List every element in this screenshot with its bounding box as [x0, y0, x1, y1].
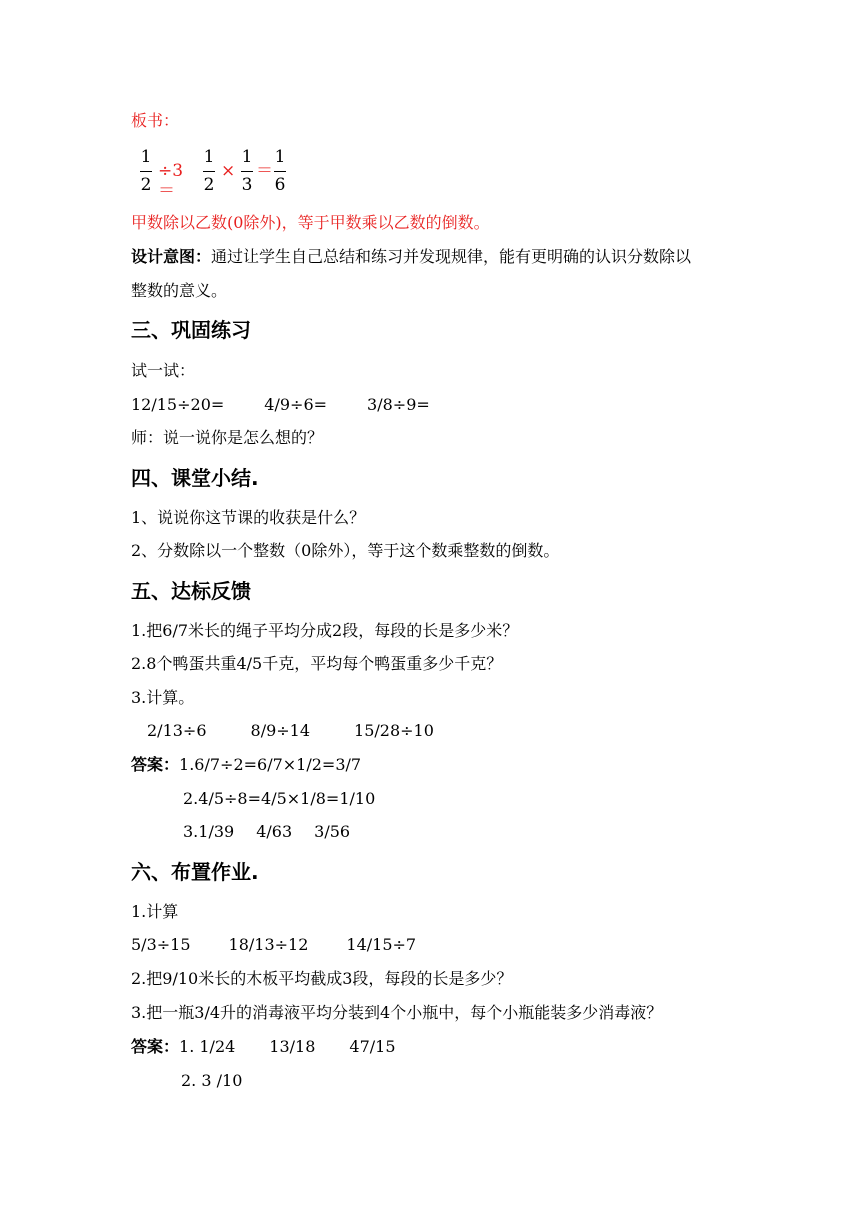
section-5-title: 五、达标反馈	[131, 579, 251, 603]
board-label: 板书：	[131, 111, 180, 130]
homework-calculations	[131, 935, 416, 955]
feedback-question-1: 1.把6/7米长的绳子平均分成2段，每段的长是多少米？	[131, 621, 519, 640]
section-3-title: 三、巩固练习	[131, 318, 251, 342]
try-label: 试一试：	[131, 361, 196, 380]
hw-calc-1: 5/3÷15	[131, 935, 191, 954]
feedback-question-3: 3.计算。	[131, 688, 195, 707]
section-6-title: 六、布置作业.	[131, 860, 259, 884]
hw-calc-3: 14/15÷7	[346, 935, 417, 954]
feedback-calculations	[147, 721, 434, 741]
hw-calc-2: 18/13÷12	[228, 935, 309, 954]
divide-by-three: ÷3＝	[158, 161, 184, 201]
answer-label-2: 答案：	[131, 1037, 180, 1056]
feedback-answer-1: 答案：1.6/7÷2=6/7×1/2=3/7	[131, 755, 362, 774]
feedback-question-2: 2.8个鸭蛋共重4/5千克，平均每个鸭蛋重多少千克？	[131, 654, 503, 673]
section-4-title: 四、课堂小结.	[131, 466, 259, 490]
homework-answer-1: 答案：1. 1/24 13/18 47/15	[131, 1037, 396, 1056]
problem-2: 4/9÷6=	[264, 395, 328, 414]
times-sign: ×	[221, 161, 236, 181]
homework-question-1: 1.计算	[131, 902, 179, 921]
document-page: 板书： 1 2 ÷3＝ 1 2 × 1 3 ＝ 1 6 甲数除以乙数(0除外)，等于甲数乘以乙数的倒数。 设计意图：通过让学生自己总结和练习并发现规律，能有更明确的认识分数除以 整数的意义。 三、巩固练习 试一试： 12/15÷20= 4/9÷6= 3/8÷9= 师：说一说你是怎么想的？ 四、课堂小结. 1、说说你这节课的收获是什么？ 2、分数除以一个整数（0除外），等于这个数乘整数的倒数。 五、达标反馈 1.把6/7米长的绳子平均分成2段，每段的长是多少米？ 2.8个鸭蛋共重4/5千克，平均每个鸭蛋重多少千克？ 3.计算。 2/13÷6 8/9÷14 15/28÷10 答案：1.6/7÷2=6/7×1/2=3/7 2.4/5÷8=4/5×1/8=1/10 3.1/39 4/63 3/56 六、布置作业. 1.计算 5/3÷15 18/13÷12 14/15÷7 2.把9/10米长的木板平均截成3段，每段的长是多少？ 3.把一瓶3/4升的消毒液平均分装到4个小瓶中，每个小瓶能装多少消毒液？ 答案：1. 1/24 13/18 47/15 2. 3 /10	[131, 111, 692, 1090]
homework-answer-2: 2. 3 /10	[181, 1071, 243, 1090]
design-intent-line2: 整数的意义。	[131, 281, 228, 300]
answer-label: 答案：	[131, 755, 180, 774]
feedback-answer-2: 2.4/5÷8=4/5×1/8=1/10	[183, 789, 376, 808]
equals-sign: ＝	[256, 161, 273, 181]
design-intent-line1: 设计意图：通过让学生自己总结和练习并发现规律，能有更明确的认识分数除以	[131, 247, 692, 266]
summary-item-1: 1、说说你这节课的收获是什么？	[131, 508, 366, 527]
problem-1: 12/15÷20=	[131, 395, 225, 414]
design-intent-label: 设计意图：	[131, 247, 212, 266]
homework-question-2: 2.把9/10米长的木板平均截成3段，每段的长是多少？	[131, 969, 513, 988]
feedback-answer-3: 3.1/39 4/63 3/56	[183, 822, 351, 841]
summary-item-2: 2、分数除以一个整数（0除外），等于这个数乘整数的倒数。	[131, 541, 560, 560]
homework-question-3: 3.把一瓶3/4升的消毒液平均分装到4个小瓶中，每个小瓶能装多少消毒液？	[131, 1003, 663, 1022]
calc-1: 2/13÷6	[147, 721, 207, 740]
board-rule: 甲数除以乙数(0除外)，等于甲数乘以乙数的倒数。	[131, 213, 490, 232]
practice-problems	[131, 395, 430, 415]
calc-3: 15/28÷10	[354, 721, 434, 740]
problem-3: 3/8÷9=	[367, 395, 430, 414]
calc-2: 8/9÷14	[250, 721, 311, 740]
teacher-prompt: 师：说一说你是怎么想的？	[131, 428, 324, 447]
